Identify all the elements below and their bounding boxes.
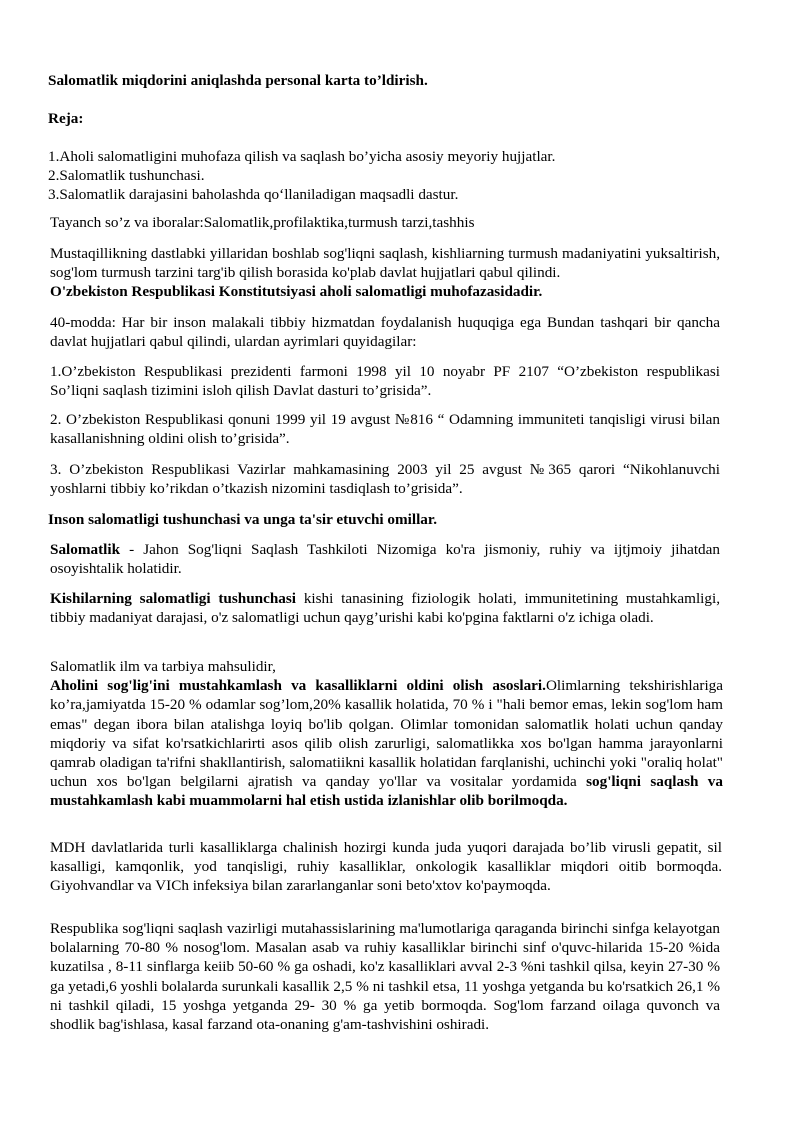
plan-list (48, 147, 748, 205)
definition-kishilar-salomatligi (50, 589, 720, 627)
section-heading: Inson salomatligi tushunchasi va unga ta'sir etuvchi omillar. (48, 511, 438, 528)
plan-item: 3.Salomatlik darajasini baholashda qo‘llaniladigan maqsadli dastur. (48, 186, 459, 204)
paragraph-foundations (50, 657, 723, 811)
keywords-line: Tayanch so’z va iboralar:Salomatlik,profilaktika,turmush tarzi,tashhis (50, 214, 475, 231)
definition-text: - Jahon Sog'liqni Saqlash Tashkiloti Nizomiga ko'ra jismoniy, ruhiy va ijtjmoiy jihatdan osoyishtalik holatidir. (50, 541, 720, 578)
paragraph-foundations-subtitle: Aholini sog'lig'ini mustahkamlash va kasalliklarni oldini olish asoslari. (50, 677, 546, 695)
definition-salomatlik (50, 540, 720, 578)
paragraph-article-40: 40-modda: Har bir inson malakali tibbiy hizmatdan foydalanish huquqiga ega Bundan tashqari bir qancha davlat hujjatlari qabul qilindi, ulardan ayrimlari quyidagilar: (50, 314, 720, 351)
paragraph-foundations-conclusion: sog'liqni saqlash va mustahkamlash kabi muammolarni hal etish ustida izlanishlar olib borilmoqda. (50, 773, 723, 810)
definition-term: Kishilarning salomatligi tushunchasi (50, 590, 297, 607)
constitution-statement: O'zbekiston Respublikasi Konstitutsiyasi aholi salomatligi muhofazasidadir. (50, 283, 543, 301)
document-list-item-1: 1.O’zbekiston Respublikasi prezidenti farmoni 1998 yil 10 noyabr PF 2107 “O’zbekiston respublikasi So’liqni saqlash tizimini isloh qilish Davlat dasturi to’grisida”. (50, 363, 720, 400)
paragraph-ministry-statistics: Respublika sog'liqni saqlash vazirligi mutahassislarining ma'lumotlariga qaraganda birinchi sinfga kelayotgan bolalarning 70-80 % nosog'lom. Masalan asab va ruhiy kasalliklar birinchi sinf o'quvc-hilarida 15-20 %ida kuzatilsa , 8-11 sinflarga keiib 50-60 % ga oshadi, ko'z kasalliklari avval 2-3 %ni tashkil qilsa, keyin 27-30 % ga yetadi,6 yoshli bolalarda surunkali kasallik 2,5 % ni tashkil etsa, 11 yoshga yetganda bu ko'rsatkich 26,1 % ni tashkil qiladi, 15 yoshga yetganda 29- 30 % ga yetib bormoqda. Sog'lom farzand oilaga quvonch va shodlik bag'ishlasa, kasal farzand ota-onaning g'am-tashvishini oshiradi. (50, 920, 720, 1034)
document-title: Salomatlik miqdorini aniqlashda personal karta to’ldirish. (48, 72, 428, 89)
definition-text: kishi tanasining fiziologik holati, immunitetining mustahkamligi, tibbiy madaniyat darajasi, o'z salomatligi uchun qayg’urishi kabi ko'pgina faktlarni o'z ichiga oladi. (50, 590, 720, 627)
paragraph-cis-diseases: MDH davlatlarida turli kasalliklarga chalinish hozirgi kunda juda yuqori darajada bo’lib virusli gepatit, sil kasalligi, kamqonlik, yod tanqisligi, ruhiy kasalliklar, onkologik kasalliklar miqdori oitib bormoqda. Giyohvandlar va VICh infeksiya bilan zararlanganlar soni beto'xtov ko'paymoqda. (50, 839, 722, 895)
paragraph-intro-text: Mustaqillikning dastlabki yillaridan boshlab sog'liqni saqlash, kishliarning turmush madaniyatini yuksaltirish, sog'lom turmush tarzini targ'ib qilish borasida ko'plab davlat hujjatlari qabul qilindi. (50, 245, 720, 282)
document-list-item-3: 3. O’zbekiston Respublikasi Vazirlar mahkamasining 2003 yil 25 avgust №365 qarori “Nikohlanuvchi yoshlarni tibbiy ko’rikdan o’tkazish nizomini tasdiqlash to’grisida”. (50, 461, 720, 498)
paragraph-foundations-lead: Salomatlik ilm va tarbiya mahsulidir, (50, 658, 276, 675)
paragraph-intro (50, 244, 720, 302)
paragraph-foundations-text: Olimlarning tekshirishlariga ko’ra,jamiyatda 15-20 % odamlar sog’lom,20% kasallik holatida, 70 % i "hali bemor emas, lekin sog'lom ham emas" degan ibora bilan atalishga loyiq bo'lib qolgan. Olimlar tomonidan salomatlik holati uchun qanday miqdoriy va sifat ko'rsatkichlarirti asos qilib olish zarurligi, salomatlikka xos bo'lgan hamma jarayonlarni qamrab oladigan ta'rifni shakllantirish, salomatiikni kasallik holatidan farqlanishi, uchinchi yoki "oraliq holat" uchun xos bo'lgan belgilarni ajratish va qanday yo'llar va vositalar yordamida (50, 677, 723, 791)
plan-heading: Reja: (48, 110, 84, 127)
document-list-item-2: 2. O’zbekiston Respublikasi qonuni 1999 yil 19 avgust №816 “ Odamning immuniteti tanqisligi virusi bilan kasallanishning oldini olish to’grisida”. (50, 411, 720, 448)
plan-item: 1.Aholi salomatligini muhofaza qilish va saqlash bo’yicha asosiy meyoriy hujjatlar. (48, 148, 556, 165)
definition-term: Salomatlik (50, 541, 121, 558)
plan-item: 2.Salomatlik tushunchasi. (48, 167, 205, 185)
